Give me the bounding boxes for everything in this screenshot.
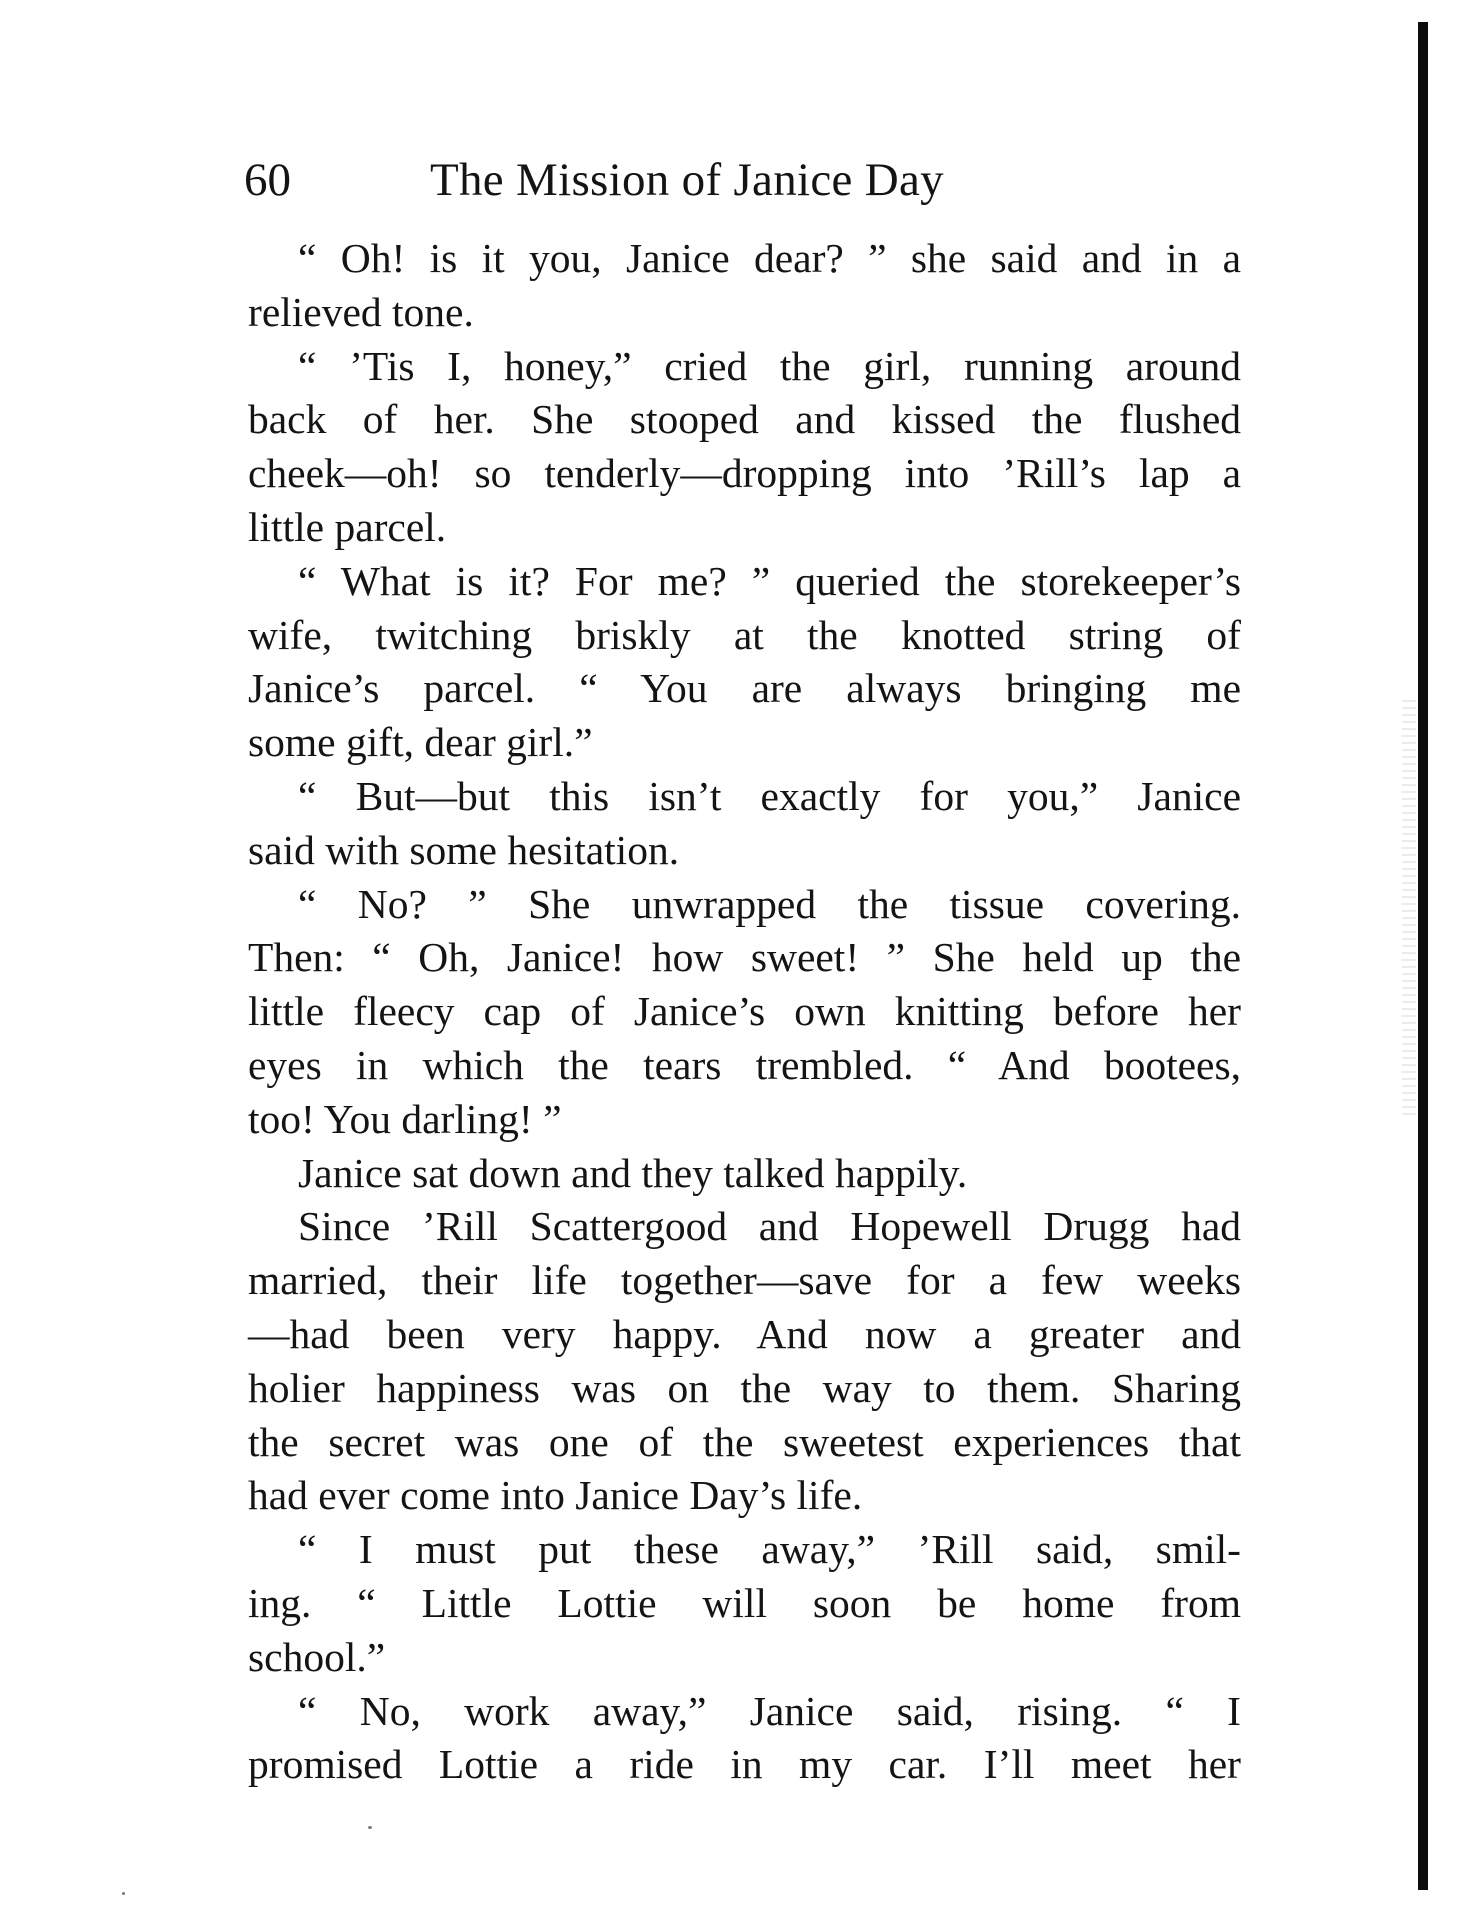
text-line: back of her. She stooped and kissed the flushed	[248, 396, 1241, 443]
text-line: Since ’Rill Scattergood and Hopewell Drugg had	[298, 1203, 1241, 1250]
text-line: relieved tone.	[248, 288, 474, 335]
text-line: had ever come into Janice Day’s life.	[248, 1472, 863, 1519]
scan-edge-speckle	[1402, 700, 1416, 1120]
page-number: 60	[244, 154, 291, 206]
text-line: ing. “ Little Lottie will soon be home from	[248, 1579, 1241, 1626]
text-line: holier happiness was on the way to them. Sharing	[248, 1364, 1241, 1411]
scan-speck	[368, 1826, 372, 1829]
running-title: The Mission of Janice Day	[430, 154, 944, 206]
text-line: “ I must put these away,” ’Rill said, smil-	[298, 1526, 1241, 1573]
text-line: eyes in which the tears trembled. “ And bootees,	[248, 1041, 1241, 1088]
text-line: promised Lottie a ride in my car. I’ll meet her	[248, 1741, 1241, 1788]
text-line: school.”	[248, 1633, 386, 1680]
text-line: “ What is it? For me? ” queried the storekeeper’s	[298, 557, 1241, 604]
text-line: some gift, dear girl.”	[248, 719, 593, 766]
text-line: little parcel.	[248, 503, 447, 550]
text-line: wife, twitching briskly at the knotted string of	[248, 611, 1241, 658]
text-line: Then: “ Oh, Janice! how sweet! ” She held up the	[248, 934, 1241, 981]
text-line: little fleecy cap of Janice’s own knitting before her	[248, 988, 1241, 1035]
text-line: “ No, work away,” Janice said, rising. “ I	[298, 1687, 1241, 1734]
text-line: “ Oh! is it you, Janice dear? ” she said and in a	[298, 235, 1241, 281]
text-line: Janice’s parcel. “ You are always bringing me	[248, 665, 1241, 712]
text-line: Janice sat down and they talked happily.	[298, 1149, 968, 1196]
text-line: the secret was one of the sweetest experiences that	[248, 1418, 1241, 1465]
text-line: married, their life together—save for a few weeks	[248, 1257, 1241, 1304]
text-line: said with some hesitation.	[248, 826, 680, 873]
text-line: —had been very happy. And now a greater and	[248, 1310, 1241, 1357]
text-line: cheek—oh! so tenderly—dropping into ’Rill’s lap a	[248, 450, 1241, 497]
page-header	[244, 150, 1124, 210]
text-line: “ No? ” She unwrapped the tissue covering.	[298, 880, 1241, 927]
page-edge-shadow	[1418, 22, 1428, 1890]
body-text	[248, 232, 1241, 1792]
text-line: “ ’Tis I, honey,” cried the girl, running around	[298, 342, 1241, 389]
text-line: too! You darling! ”	[248, 1095, 562, 1142]
text-line: “ But—but this isn’t exactly for you,” Janice	[298, 772, 1241, 819]
scan-speck	[122, 1892, 125, 1895]
